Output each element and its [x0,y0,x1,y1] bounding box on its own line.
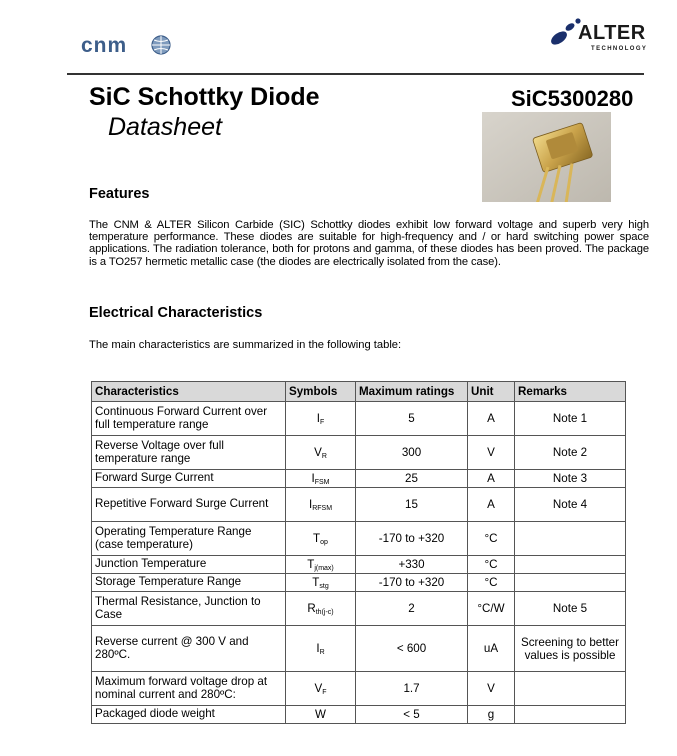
symbol-main: I [308,498,313,511]
col-remarks: Remarks [515,382,626,402]
cell-unit: A [468,470,515,488]
symbol-main: R [307,602,316,615]
symbol-subscript: j(max) [314,565,334,572]
symbol-main: I [311,472,315,485]
cell-symbol [286,706,356,724]
symbol-main: I [316,412,320,425]
cell-characteristic: Maximum forward voltage drop at nominal current and 280ºC: [92,672,286,706]
cell-symbol [286,402,356,436]
cell-unit: V [468,436,515,470]
symbol-main: T [312,576,320,589]
globe-icon [152,36,170,54]
cell-symbol [286,522,356,556]
cell-remarks: Screening to better values is possible [515,626,626,672]
cell-characteristic: Forward Surge Current [92,470,286,488]
cell-max-rating: +330 [356,556,468,574]
cell-max-rating: -170 to +320 [356,522,468,556]
table-row [92,402,626,436]
table-header-row [92,382,626,402]
symbol-subscript: th(j-c) [315,609,334,616]
cell-symbol [286,470,356,488]
cell-remarks [515,556,626,574]
electrical-intro: The main characteristics are summarized in the following table: [89,339,402,351]
electrical-heading: Electrical Characteristics [89,305,263,321]
symbol-main: T [313,532,321,545]
symbol-subscript: F [319,419,325,426]
symbol-subscript: stg [319,583,329,590]
table-row [92,626,626,672]
cnm-logo-text: cnm [81,34,128,56]
cnm-logo [79,34,173,56]
cell-characteristic: Reverse current @ 300 V and 280ºC. [92,626,286,672]
col-unit: Unit [468,382,515,402]
cell-unit: °C [468,574,515,592]
col-symbols: Symbols [286,382,356,402]
cell-characteristic: Continuous Forward Current over full temperature range [92,402,286,436]
table-row [92,488,626,522]
symbol-main: V [314,682,323,695]
cell-remarks [515,706,626,724]
cell-unit: uA [468,626,515,672]
table-row [92,522,626,556]
symbol-subscript: RFSM [312,505,333,512]
symbol-subscript: F [322,689,327,696]
cell-characteristic: Reverse Voltage over full temperature range [92,436,286,470]
symbol-main: V [314,446,322,459]
cell-remarks [515,672,626,706]
table-row [92,672,626,706]
cell-symbol [286,556,356,574]
cell-max-rating: 1.7 [356,672,468,706]
cell-characteristic: Packaged diode weight [92,706,286,724]
header-rule [67,73,644,75]
features-paragraph: The CNM & ALTER Silicon Carbide (SIC) Schottky diodes exhibit low forward voltage and superb very high temperature performance. These diodes are suitable for high-frequency and / or hard switching power space applications. The radiation tolerance, both for protons and gamma, of these diodes has been proved. The package is a TO257 hermetic metallic case (the diodes are electrically isolated from the case). [89,219,649,268]
cell-remarks: Note 1 [515,402,626,436]
cell-unit: °C [468,522,515,556]
symbol-subscript: R [319,649,325,656]
cell-characteristic: Storage Temperature Range [92,574,286,592]
cell-remarks [515,574,626,592]
cell-max-rating: 5 [356,402,468,436]
cell-symbol [286,592,356,626]
cell-max-rating: < 600 [356,626,468,672]
cell-characteristic: Thermal Resistance, Junction to Case [92,592,286,626]
table-row [92,592,626,626]
cell-unit: °C/W [468,592,515,626]
cell-characteristic: Operating Temperature Range (case temperature) [92,522,286,556]
cell-unit: V [468,672,515,706]
document-subtitle: Datasheet [108,113,222,141]
table-row [92,436,626,470]
symbol-main: W [315,708,326,721]
cell-max-rating: < 5 [356,706,468,724]
product-photo [482,112,611,202]
col-max-ratings: Maximum ratings [356,382,468,402]
table-row [92,706,626,724]
cell-max-rating: -170 to +320 [356,574,468,592]
part-number: SiC5300280 [511,86,634,111]
table-row [92,470,626,488]
cell-characteristic: Repetitive Forward Surge Current [92,488,286,522]
cell-unit: A [468,488,515,522]
cell-max-rating: 15 [356,488,468,522]
cell-unit: g [468,706,515,724]
cell-symbol [286,436,356,470]
cell-symbol [286,626,356,672]
symbol-subscript: op [320,539,328,546]
cell-unit: °C [468,556,515,574]
symbol-subscript: FSM [314,479,330,486]
cell-symbol [286,574,356,592]
symbol-main: T [307,558,315,571]
cell-symbol [286,488,356,522]
alter-logo [547,16,649,56]
cell-remarks [515,522,626,556]
cell-max-rating: 2 [356,592,468,626]
cell-remarks: Note 4 [515,488,626,522]
cell-max-rating: 300 [356,436,468,470]
features-heading: Features [89,186,150,202]
cell-symbol [286,672,356,706]
col-characteristics: Characteristics [92,382,286,402]
cell-max-rating: 25 [356,470,468,488]
cell-unit: A [468,402,515,436]
cell-remarks: Note 5 [515,592,626,626]
alter-logo-sub: TECHNOLOGY [591,46,648,52]
table-row [92,574,626,592]
cell-remarks: Note 2 [515,436,626,470]
document-title: SiC Schottky Diode [89,83,320,111]
characteristics-table [91,381,626,724]
table-row [92,556,626,574]
alter-logo-name: ALTER [578,22,646,44]
cell-characteristic: Junction Temperature [92,556,286,574]
cell-remarks: Note 3 [515,470,626,488]
symbol-main: I [316,642,320,655]
symbol-subscript: R [321,453,327,460]
